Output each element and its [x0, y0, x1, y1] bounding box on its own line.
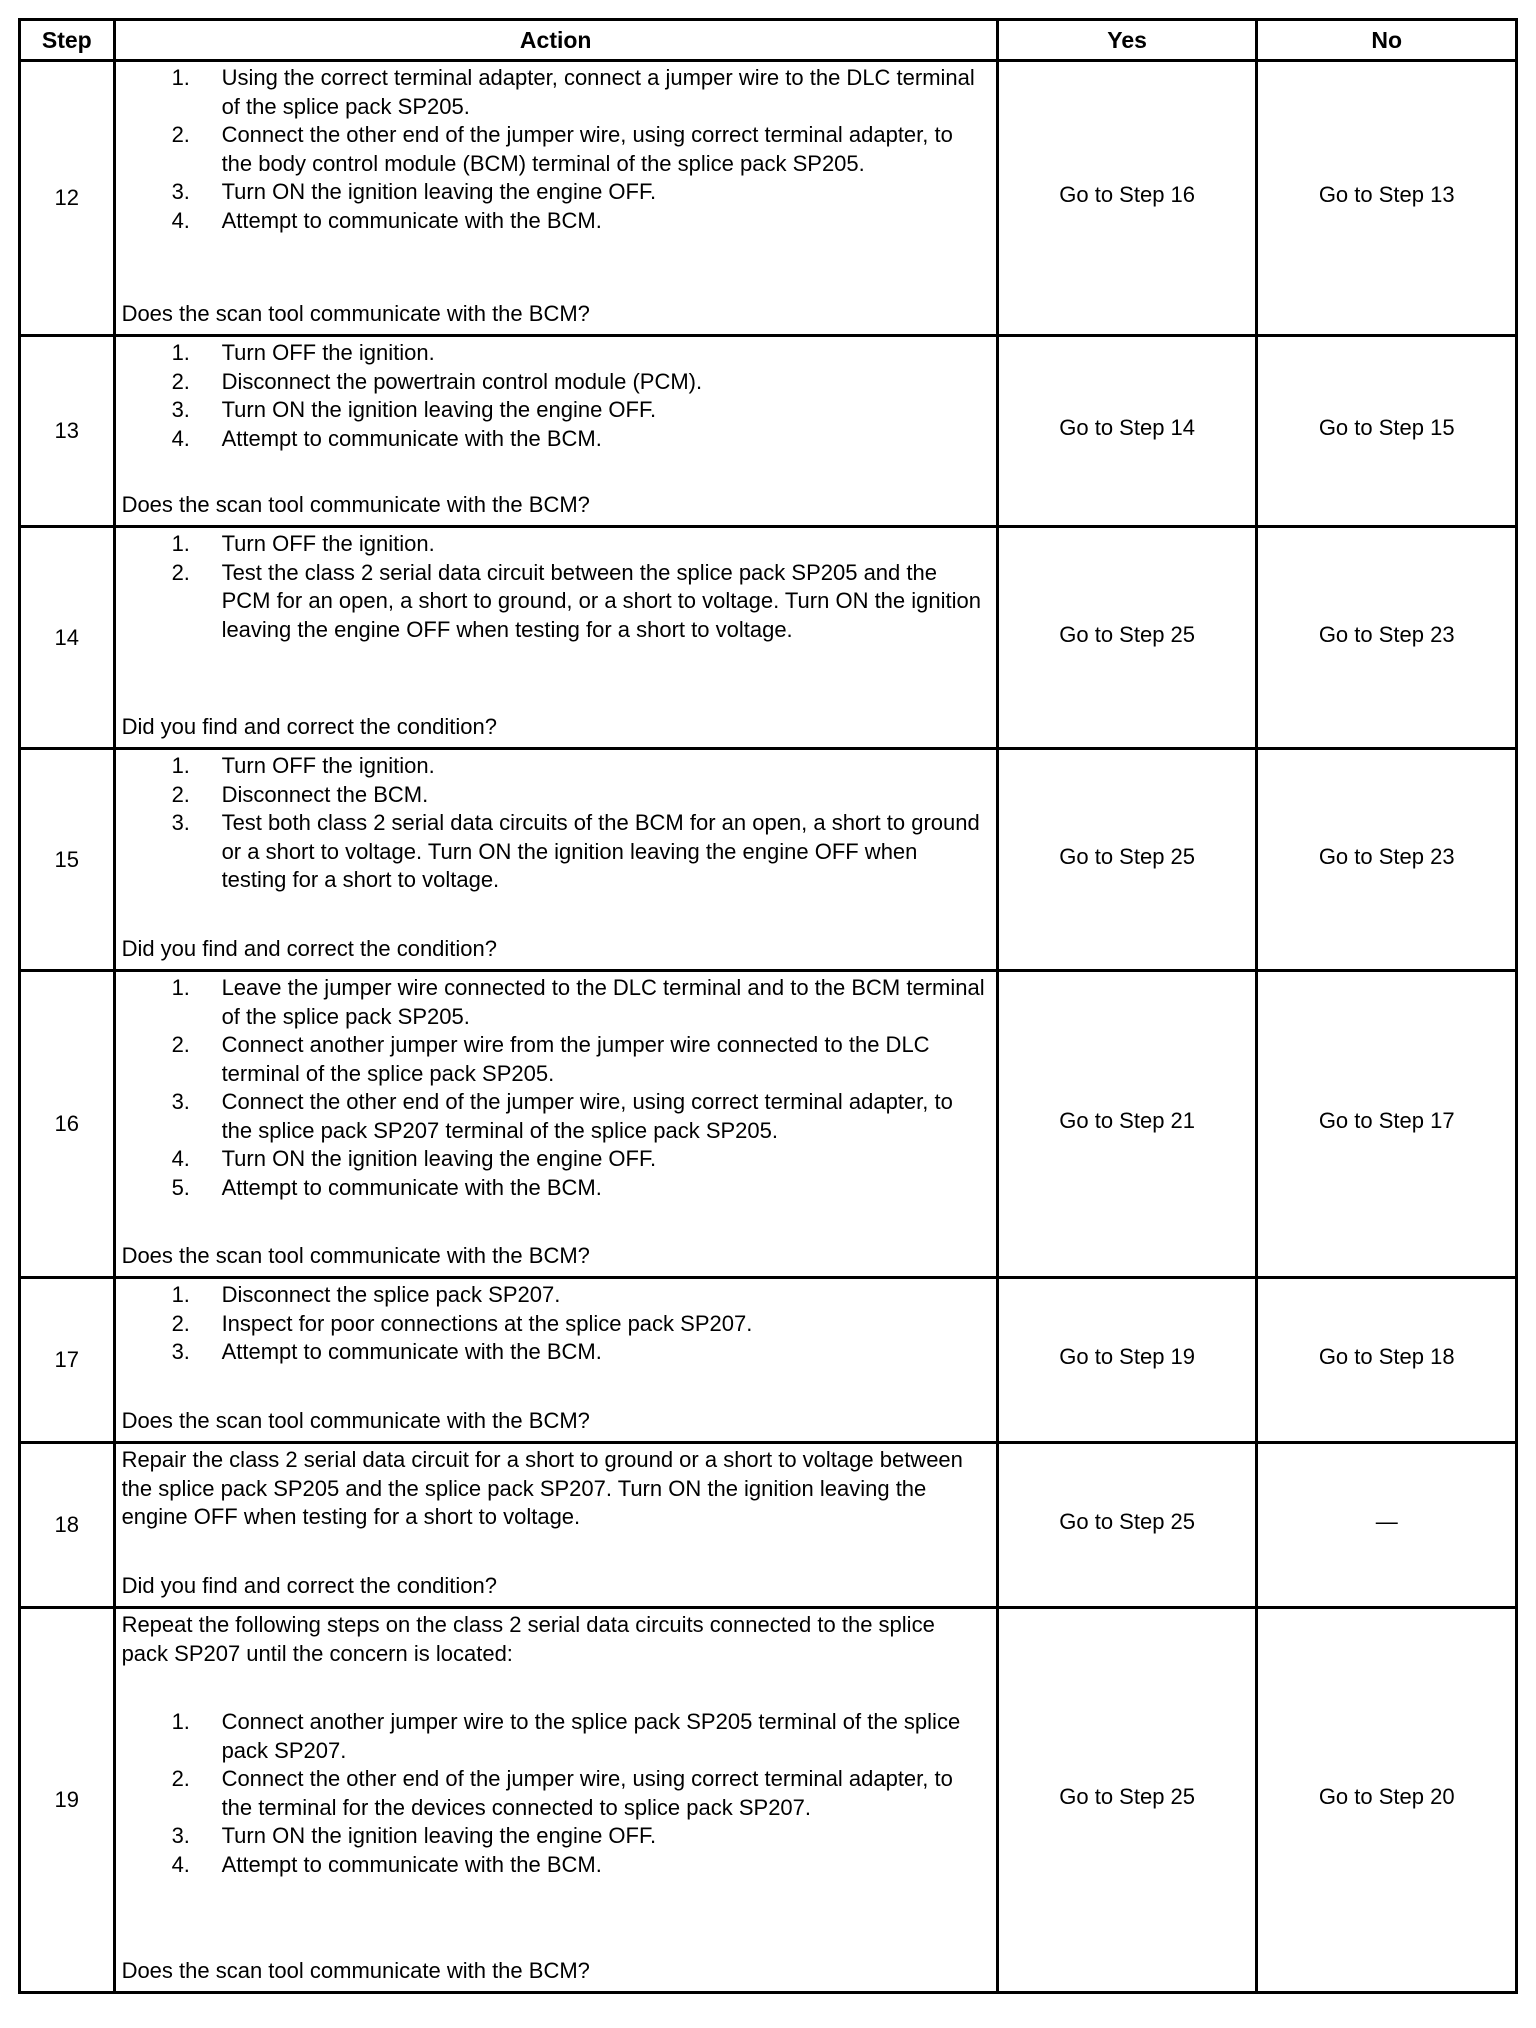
yes-result: Go to Step 25: [997, 749, 1257, 971]
list-item-text: Attempt to communicate with the BCM.: [221, 207, 602, 233]
list-item: [122, 64, 986, 121]
action-content: [122, 974, 986, 1270]
action-steps: [122, 64, 986, 235]
list-item: [122, 809, 986, 895]
header-no: No: [1257, 20, 1517, 61]
step-number: 14: [20, 527, 115, 749]
list-item-number: 1.: [171, 1709, 190, 1734]
list-item-text: Inspect for poor connections at the splice pack SP207.: [221, 1310, 753, 1336]
list-item-number: 1.: [171, 753, 190, 778]
list-item-number: 3.: [171, 1339, 190, 1364]
yes-result: Go to Step 21: [997, 971, 1257, 1278]
list-item: [122, 974, 986, 1031]
list-item-text: Attempt to communicate with the BCM.: [221, 1174, 602, 1200]
table-row: [20, 749, 1517, 971]
header-action: Action: [114, 20, 997, 61]
action-intro: Repair the class 2 serial data circuit for a short to ground or a short to voltage between the splice pack SP205 and the splice pack SP207. Turn ON the ignition leaving the engine OFF when testing for a short to voltage.: [121, 1447, 963, 1529]
table-row: [20, 61, 1517, 336]
list-item-number: 4.: [171, 1146, 190, 1171]
list-item: [122, 1310, 986, 1339]
list-item-number: 1.: [171, 1282, 190, 1307]
list-item: [122, 752, 986, 781]
no-result: Go to Step 17: [1257, 971, 1517, 1278]
list-item-text: Turn OFF the ignition.: [221, 531, 435, 556]
list-item-number: 3.: [171, 1089, 190, 1114]
list-item-text: Connect the other end of the jumper wire, using correct terminal adapter, to the body control module (BCM) terminal of the splice pack SP205.: [221, 122, 953, 176]
action-cell: [114, 61, 997, 336]
action-steps: [122, 752, 986, 895]
list-item-text: Connect another jumper wire to the splice pack SP205 terminal of the splice pack SP207.: [221, 1709, 961, 1763]
list-item: [122, 1338, 986, 1367]
list-item: [122, 530, 986, 559]
header-yes: Yes: [997, 20, 1257, 61]
yes-result: Go to Step 25: [997, 1443, 1257, 1608]
list-item: [122, 1145, 986, 1174]
list-item-text: Test both class 2 serial data circuits of the BCM for an open, a short to ground or a short to voltage. Turn ON the ignition leaving the engine OFF when testing for a short to voltage.: [221, 810, 980, 892]
list-item-number: 5.: [171, 1174, 190, 1200]
list-item: [122, 121, 986, 178]
action-cell: [114, 1278, 997, 1443]
list-item: [122, 425, 986, 454]
list-item-text: Using the correct terminal adapter, connect a jumper wire to the DLC terminal of the splice pack SP205.: [221, 65, 975, 119]
list-item-number: 1.: [171, 340, 190, 365]
list-item-number: 3.: [171, 179, 190, 204]
list-item: [122, 781, 986, 810]
list-item-text: Turn ON the ignition leaving the engine OFF.: [221, 397, 657, 422]
action-cell: [114, 749, 997, 971]
yes-result: Go to Step 14: [997, 336, 1257, 527]
list-item-text: Disconnect the BCM.: [221, 781, 429, 807]
list-item-text: Turn ON the ignition leaving the engine OFF.: [221, 1146, 657, 1171]
action-content: [122, 1611, 986, 1985]
header-step: Step: [20, 20, 115, 61]
list-item: [122, 396, 986, 425]
list-item-text: Attempt to communicate with the BCM.: [221, 425, 602, 451]
list-item-text: Turn ON the ignition leaving the engine OFF.: [221, 179, 657, 204]
no-result: Go to Step 18: [1257, 1278, 1517, 1443]
action-content: [122, 752, 986, 963]
yes-result: Go to Step 16: [997, 61, 1257, 336]
list-item-text: Turn ON the ignition leaving the engine OFF.: [221, 1823, 657, 1848]
list-item-text: Attempt to communicate with the BCM.: [221, 1339, 602, 1364]
list-item: [122, 339, 986, 368]
list-item: [122, 207, 986, 236]
action-cell: [114, 527, 997, 749]
action-question: Does the scan tool communicate with the BCM?: [121, 1242, 590, 1268]
action-instructions: [122, 339, 986, 453]
step-number: 12: [20, 61, 115, 336]
action-content: [122, 1446, 986, 1600]
action-instructions: [122, 530, 986, 644]
table-row: [20, 1443, 1517, 1608]
action-steps: [122, 339, 986, 453]
action-question: Did you find and correct the condition?: [121, 935, 498, 961]
list-item-text: Test the class 2 serial data circuit between the splice pack SP205 and the PCM for an open, a short to ground, or a short to voltage. Turn ON the ignition leaving the engine OFF when testing for a short to voltage.: [221, 559, 981, 642]
list-item: [122, 1174, 986, 1203]
list-item-number: 2.: [171, 559, 190, 585]
action-content: [122, 1281, 986, 1435]
action-instructions: [122, 752, 986, 895]
list-item-number: 2.: [171, 781, 190, 807]
yes-result: Go to Step 19: [997, 1278, 1257, 1443]
step-number: 17: [20, 1278, 115, 1443]
list-item: [122, 1088, 986, 1145]
step-number: 15: [20, 749, 115, 971]
table-row: [20, 1608, 1517, 1993]
step-number: 16: [20, 971, 115, 1278]
action-steps: [122, 1708, 986, 1879]
list-item-number: 4.: [171, 207, 190, 233]
table-row: [20, 1278, 1517, 1443]
list-item: [122, 178, 986, 207]
no-result: —: [1257, 1443, 1517, 1608]
step-number: 18: [20, 1443, 115, 1608]
list-item-number: 3.: [171, 397, 190, 422]
action-question: Does the scan tool communicate with the BCM?: [121, 1407, 590, 1433]
action-cell: [114, 1608, 997, 1993]
no-result: Go to Step 23: [1257, 527, 1517, 749]
action-instructions: [122, 1281, 986, 1367]
list-item: [122, 1765, 986, 1822]
list-item-text: Leave the jumper wire connected to the DLC terminal and to the BCM terminal of the splice pack SP205.: [221, 975, 985, 1029]
action-instructions: [122, 1446, 986, 1532]
step-number: 19: [20, 1608, 115, 1993]
action-cell: [114, 971, 997, 1278]
list-item-number: 1.: [171, 531, 190, 556]
action-cell: [114, 336, 997, 527]
action-steps: [122, 1281, 986, 1367]
action-question: Does the scan tool communicate with the BCM?: [121, 300, 590, 326]
list-item: [122, 559, 986, 645]
list-item: [122, 1281, 986, 1310]
list-item-number: 1.: [171, 975, 190, 1000]
list-item-number: 4.: [171, 425, 190, 451]
action-instructions: [122, 974, 986, 1202]
action-instructions: [122, 64, 986, 235]
list-item: [122, 1031, 986, 1088]
list-item-number: 2.: [171, 1766, 190, 1791]
action-question: Does the scan tool communicate with the BCM?: [121, 491, 590, 517]
table-header-row: [20, 20, 1517, 61]
list-item-number: 2.: [171, 1032, 190, 1057]
action-intro: Repeat the following steps on the class 2 serial data circuits connected to the splice pack SP207 until the concern is located:: [121, 1612, 935, 1666]
list-item-number: 2.: [171, 368, 190, 394]
yes-result: Go to Step 25: [997, 527, 1257, 749]
yes-result: Go to Step 25: [997, 1608, 1257, 1993]
list-item-number: 2.: [171, 1310, 190, 1336]
list-item-number: 3.: [171, 1823, 190, 1848]
list-item-text: Disconnect the powertrain control module (PCM).: [221, 368, 703, 394]
action-question: Does the scan tool communicate with the BCM?: [121, 1957, 590, 1983]
list-item: [122, 1851, 986, 1880]
action-content: [122, 530, 986, 741]
no-result: Go to Step 15: [1257, 336, 1517, 527]
list-item-number: 2.: [171, 122, 190, 147]
list-item-number: 4.: [171, 1851, 190, 1877]
table-row: [20, 527, 1517, 749]
step-number: 13: [20, 336, 115, 527]
list-item-text: Disconnect the splice pack SP207.: [221, 1282, 561, 1307]
intro-spacer: [122, 1668, 986, 1708]
list-item: [122, 1708, 986, 1765]
action-content: [122, 64, 986, 328]
list-item-text: Connect the other end of the jumper wire, using correct terminal adapter, to the splice pack SP207 terminal of the splice pack SP205.: [221, 1089, 953, 1143]
action-instructions: [122, 1611, 986, 1879]
action-content: [122, 339, 986, 519]
no-result: Go to Step 20: [1257, 1608, 1517, 1993]
action-question: Did you find and correct the condition?: [121, 713, 498, 739]
list-item-text: Turn OFF the ignition.: [221, 753, 435, 778]
list-item-text: Connect another jumper wire from the jumper wire connected to the DLC terminal of the splice pack SP205.: [221, 1032, 930, 1086]
no-result: Go to Step 13: [1257, 61, 1517, 336]
no-result: Go to Step 23: [1257, 749, 1517, 971]
list-item: [122, 1822, 986, 1851]
list-item: [122, 368, 986, 397]
list-item-number: 3.: [171, 810, 190, 835]
table-row: [20, 336, 1517, 527]
list-item-text: Turn OFF the ignition.: [221, 340, 435, 365]
action-steps: [122, 530, 986, 644]
action-cell: [114, 1443, 997, 1608]
action-steps: [122, 974, 986, 1202]
list-item-text: Attempt to communicate with the BCM.: [221, 1851, 602, 1877]
list-item-text: Connect the other end of the jumper wire, using correct terminal adapter, to the terminal for the devices connected to splice pack SP207.: [221, 1766, 953, 1820]
diagnostic-procedure-table: [18, 18, 1518, 1994]
list-item-number: 1.: [171, 65, 190, 90]
action-question: Did you find and correct the condition?: [121, 1572, 498, 1598]
table-row: [20, 971, 1517, 1278]
